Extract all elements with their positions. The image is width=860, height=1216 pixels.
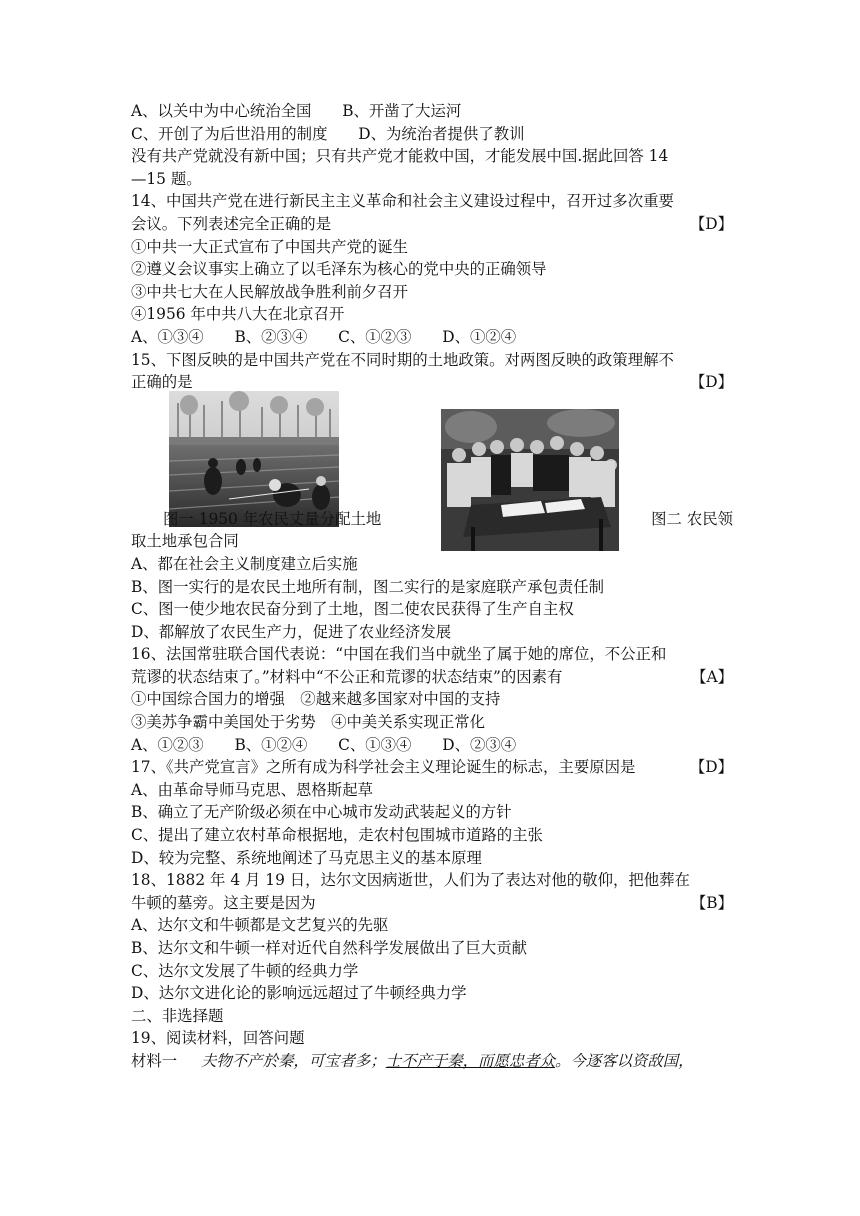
q13-options-ab: A、以关中为中心统治全国 B、开凿了大运河 [131,102,462,120]
q14-item-3: ③中共七大在人民解放战争胜利前夕召开 [131,282,409,301]
q14-item-2: ②遵义会议事实上确立了以毛泽东为核心的党中央的正确领导 [131,260,547,279]
q14-item-1: ①中共一大正式宣布了中国共产党的诞生 [131,237,409,256]
q17-option-a: A、由革命导师马克思、恩格斯起草 [131,780,373,799]
q18-stem-2-text: 牛顿的墓旁。这主要是因为 [131,893,316,912]
q15-option-c: C、图一使少地农民奋分到了土地，图二使农民获得了生产自主权 [131,600,574,619]
figure-2-caption-cont: 取土地承包合同 [131,532,239,551]
q17-answer: 【D】 [689,758,733,777]
q18-stem-2 [131,892,733,915]
q18-option-d: D、达尔文进化论的影响远远超过了牛顿经典力学 [131,984,467,1003]
figure-1-caption: 图一 1950 年农民丈量分配土地 [163,509,382,528]
q14-item-4: ④1956 年中共八大在北京召开 [131,305,345,324]
q17-option-c: C、提出了建立农村革命根据地，走农村包围城市道路的主张 [131,826,543,845]
q15-option-a: A、都在社会主义制度建立后实施 [131,554,358,573]
material-label: 材料一 [131,1051,178,1070]
material-text-c: 。今逐客以资敌国， [555,1051,694,1070]
q18-stem-1: 18、1882 年 4 月 19 日，达尔文因病逝世，人们为了表达对他的敬仰，把他葬在 [131,871,690,890]
q16-items-1: ①中国综合国力的增强 ②越来越多国家对中国的支持 [131,690,501,709]
intro-line-2: —15 题。 [131,169,202,188]
q17-stem-text: 17、《共产党宣言》之所有成为科学社会主义理论诞生的标志，主要原因是 [131,758,636,777]
material-text-underlined: 士不产于秦，而愿忠者众 [385,1051,556,1070]
q18-answer: 【B】 [690,893,733,912]
q14-answer: 【D】 [689,214,733,233]
q19-stem: 19、阅读材料，回答问题 [131,1029,305,1048]
q14-stem-2-text: 会议。下列表述完全正确的是 [131,214,332,233]
q16-stem-2 [131,666,733,689]
q16-stem-2-text: 荒谬的状态结束了。”材料中“不公正和荒谬的状态结束”的因素有 [131,667,563,686]
q18-option-a: A、达尔文和牛顿都是文艺复兴的先驱 [131,916,389,935]
q14-options: A、①③④ B、②③④ C、①②③ D、①②④ [131,327,517,346]
exam-page [131,100,733,1073]
figure-captions [131,508,733,531]
q18-option-b: B、达尔文和牛顿一样对近代自然科学发展做出了巨大贡献 [131,939,528,957]
q19-material-1 [131,1050,733,1073]
q16-options: A、①②③ B、①②④ C、①③④ D、②③④ [131,735,517,754]
q15-stem-2-text: 正确的是 [131,373,193,392]
q15-answer: 【D】 [689,373,733,392]
q18-option-c: C、达尔文发展了牛顿的经典力学 [131,961,359,980]
q17-option-b: B、确立了无产阶级必须在中心城市发动武装起义的方针 [131,803,512,822]
q15-figures [131,394,733,508]
q14-stem-1: 14、中国共产党在进行新民主主义革命和社会主义建设过程中，召开过多次重要 [131,192,674,211]
q16-answer: 【A】 [691,667,733,686]
material-text-a: 夫物不产於秦，可宝者多； [201,1051,386,1070]
section-2-heading: 二、非选择题 [131,1006,224,1025]
q13-options-cd: C、开创了为后世沿用的制度 D、为统治者提供了教训 [131,124,525,143]
q15-stem-1: 15、下图反映的是中国共产党在不同时期的土地政策。对两图反映的政策理解不 [131,350,674,369]
q16-stem-1: 16、法国常驻联合国代表说：“中国在我们当中就坐了属于她的席位，不公正和 [131,645,667,664]
q15-option-d: D、都解放了农民生产力，促进了农业经济发展 [131,622,452,641]
q14-stem-2 [131,213,733,236]
q16-items-2: ③美苏争霸中美国处于劣势 ④中美关系实现正常化 [131,713,485,732]
intro-line-1: 没有共产党就没有新中国；只有共产党才能救中国，才能发展中国.据此回答 14 [131,147,669,166]
figure-2-caption: 图二 农民领 [651,509,733,528]
figure-1-photo [169,391,339,527]
q17-option-d: D、较为完整、系统地阐述了马克思主义的基本原理 [131,848,482,867]
q17-stem [131,756,733,779]
q15-option-b: B、图一实行的是农民土地所有制，图二实行的是家庭联产承包责任制 [131,577,605,596]
